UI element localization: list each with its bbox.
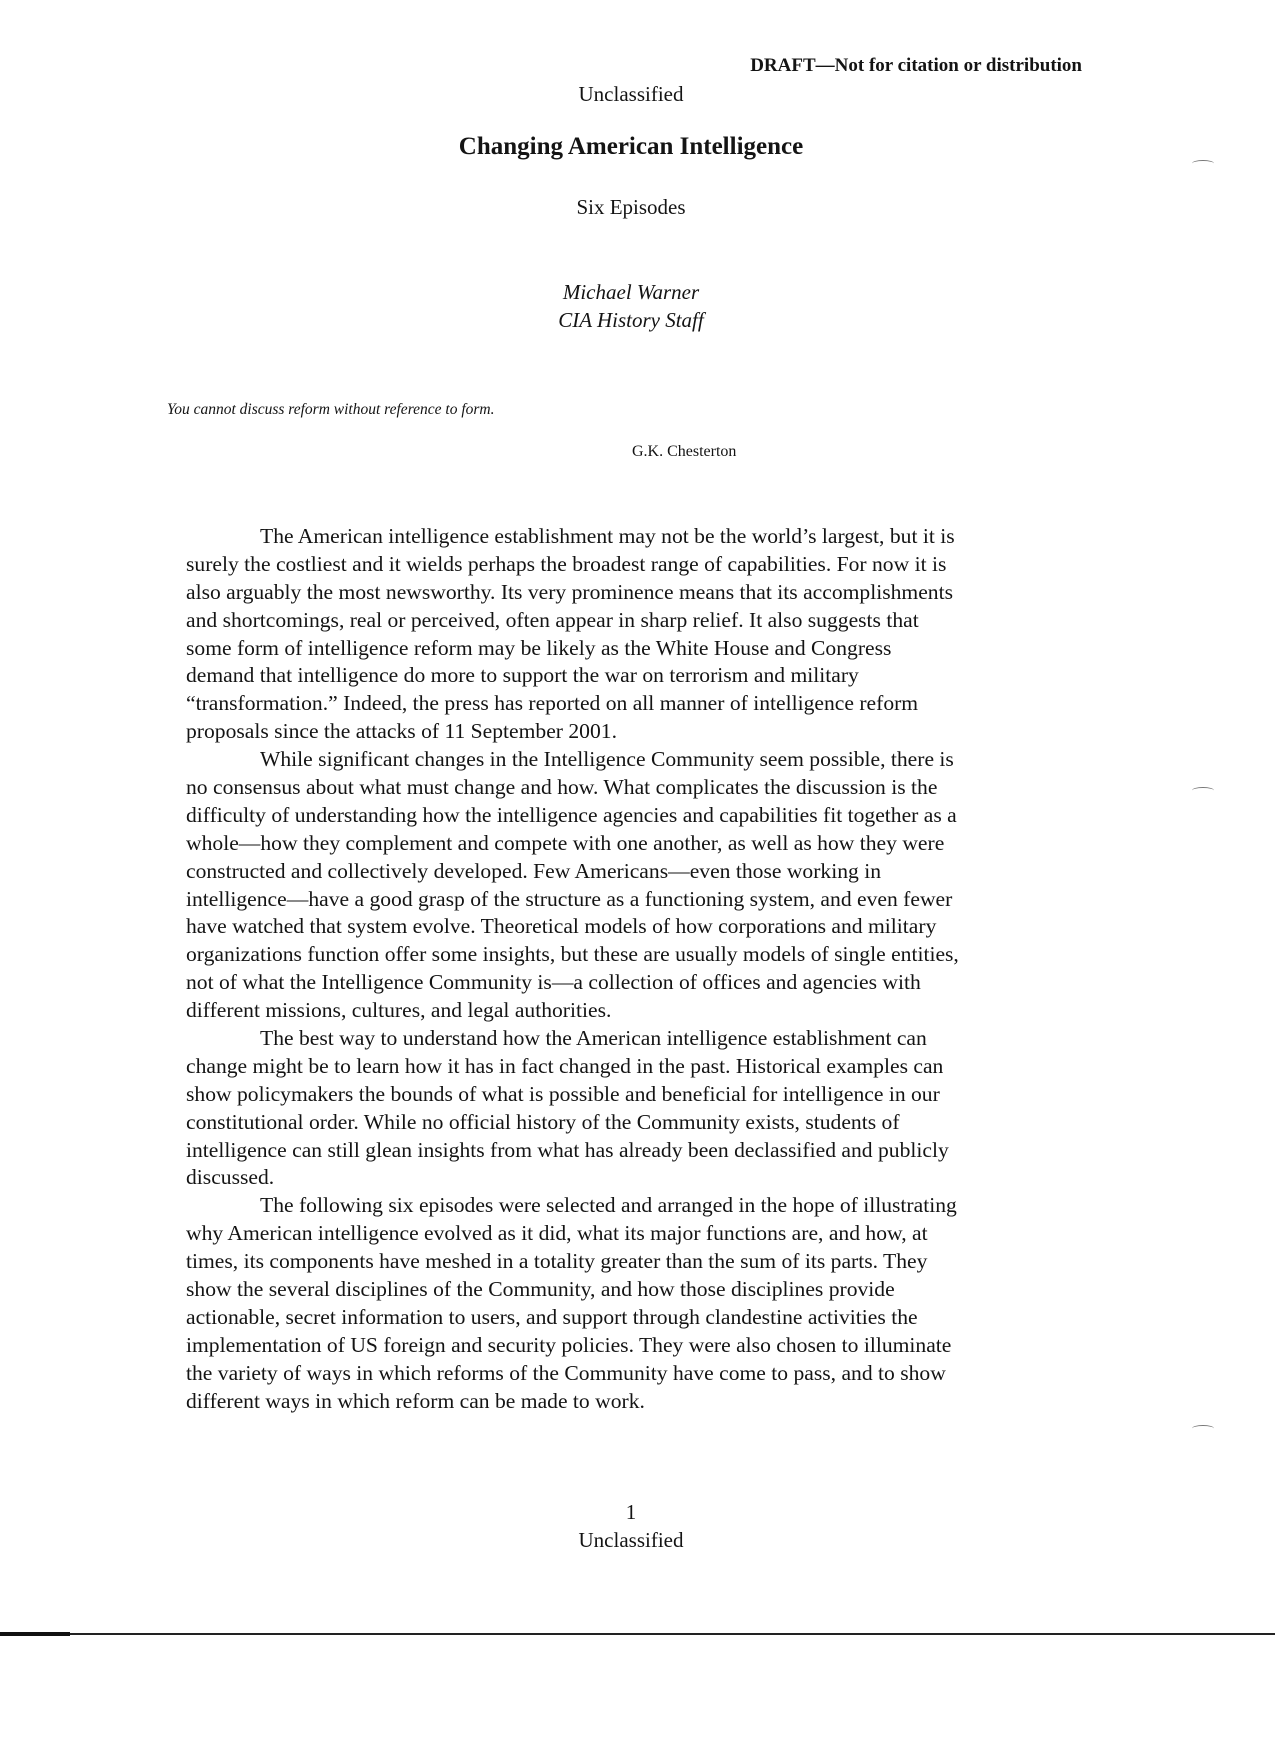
paragraph-line: surely the costliest and it wields perhaps the broadest range of capabilities. For now it is: [186, 551, 947, 576]
paragraph-line: why American intelligence evolved as it did, what its major functions are, and how, at: [186, 1221, 928, 1246]
epigraph-attribution: G.K. Chesterton: [632, 443, 737, 460]
paragraph-line: whole—how they complement and compete with one another, as well as how they were: [186, 830, 945, 855]
paragraph-line: and shortcomings, real or perceived, often appear in sharp relief. It also suggests that: [186, 607, 919, 632]
classification-footer: Unclassified: [578, 1528, 684, 1552]
paragraph-line: difficulty of understanding how the intelligence agencies and capabilities fit together as a: [186, 802, 957, 827]
paragraph-line: intelligence—have a good grasp of the structure as a functioning system, and even fewer: [186, 886, 953, 911]
draft-notice: DRAFT—Not for citation or distribution: [750, 55, 1082, 76]
classification-header: Unclassified: [578, 82, 684, 106]
paragraph-line: demand that intelligence do more to support the war on terrorism and military: [186, 663, 859, 688]
paragraph-line: have watched that system evolve. Theoretical models of how corporations and military: [186, 914, 937, 939]
author-name: Michael Warner: [562, 280, 700, 304]
paragraph-line: discussed.: [186, 1165, 275, 1190]
paragraph-line: organizations function offer some insights, but these are usually models of single entities,: [186, 942, 959, 967]
paragraph-line: show policymakers the bounds of what is possible and beneficial for intelligence in our: [186, 1081, 940, 1106]
paragraph-line: times, its components have meshed in a totality greater than the sum of its parts. They: [186, 1249, 928, 1274]
paragraph-line: the variety of ways in which reforms of the Community have come to pass, and to show: [186, 1360, 946, 1385]
paragraph-line: actionable, secret information to users, and support through clandestine activities the: [186, 1304, 918, 1329]
paragraph-line: also arguably the most newsworthy. Its very prominence means that its accomplishments: [186, 579, 954, 604]
paragraph-line: While significant changes in the Intelligence Community seem possible, there is: [260, 747, 954, 772]
scan-mark: [1192, 787, 1214, 794]
paragraph-line: implementation of US foreign and security policies. They were also chosen to illuminate: [186, 1332, 952, 1357]
body-text: [186, 523, 1086, 1416]
paragraph-line: different ways in which reform can be made to work.: [186, 1388, 645, 1413]
paragraph-line: “transformation.” Indeed, the press has reported on all manner of intelligence reform: [186, 691, 919, 716]
epigraph-quote: You cannot discuss reform without reference to form.: [167, 401, 495, 418]
paragraph-line: constitutional order. While no official history of the Community exists, students of: [186, 1109, 900, 1134]
paragraph-line: show the several disciplines of the Community, and how those disciplines provide: [186, 1277, 895, 1302]
paragraph-line: The following six episodes were selected and arranged in the hope of illustrating: [260, 1193, 957, 1218]
author-affiliation: CIA History Staff: [558, 308, 704, 332]
paragraph-line: different missions, cultures, and legal authorities.: [186, 998, 612, 1023]
paragraph-line: The best way to understand how the American intelligence establishment can: [260, 1026, 927, 1051]
paragraph-line: change might be to learn how it has in fact changed in the past. Historical examples can: [186, 1053, 944, 1078]
scan-mark: [1192, 160, 1214, 167]
paragraph-line: proposals since the attacks of 11 September 2001.: [186, 719, 617, 744]
paragraph-line: some form of intelligence reform may be likely as the White House and Congress: [186, 635, 892, 660]
paragraph-line: intelligence can still glean insights from what has already been declassified and publicly: [186, 1137, 949, 1162]
paragraph-line: not of what the Intelligence Community is—a collection of offices and agencies with: [186, 970, 921, 995]
document-subtitle: Six Episodes: [576, 195, 686, 219]
paragraph-line: The American intelligence establishment may not be the world’s largest, but it is: [260, 524, 955, 548]
scan-mark: [1192, 1425, 1214, 1432]
page-edge-line: [0, 1633, 1275, 1635]
paragraph-line: constructed and collectively developed. Few Americans—even those working in: [186, 858, 881, 883]
page-number: 1: [625, 1500, 637, 1524]
paragraph-line: no consensus about what must change and how. What complicates the discussion is the: [186, 775, 938, 800]
document-title: Changing American Intelligence: [458, 133, 804, 160]
